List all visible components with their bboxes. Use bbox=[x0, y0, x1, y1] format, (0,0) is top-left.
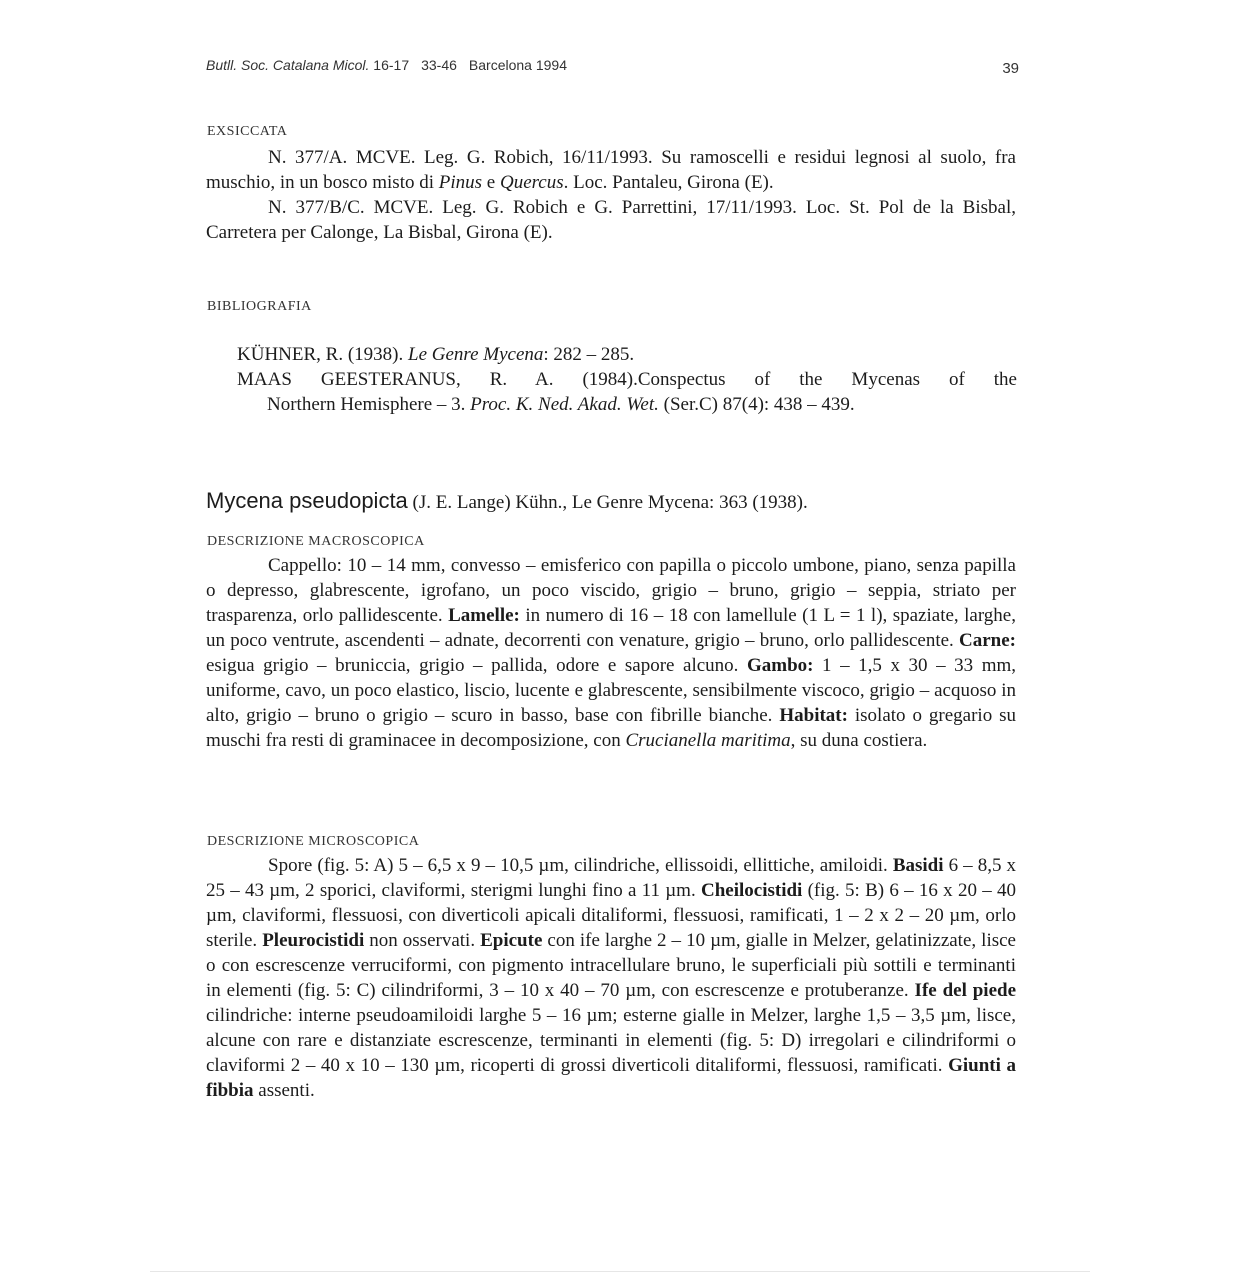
species-title bbox=[206, 488, 808, 514]
journal-place-year: Barcelona 1994 bbox=[468, 57, 567, 73]
reference-maas-line-1: MAAS GEESTERANUS, R. A. (1984).Conspectus of the Mycenas of the bbox=[237, 369, 1017, 390]
micro-heading: DESCRIZIONE MICROSCOPICA bbox=[207, 834, 420, 849]
journal-pages: 33-46 bbox=[421, 57, 457, 73]
bibliography-list bbox=[237, 342, 1017, 417]
journal-volume: 16-17 bbox=[373, 57, 410, 73]
page-number: 39 bbox=[1002, 60, 1019, 77]
genus-quercus: Quercus bbox=[499, 172, 564, 193]
journal-name: Butll. Soc. Catalana Micol. bbox=[206, 57, 370, 73]
exsiccata-entry-1: N. 377/A. MCVE. Leg. G. Robich, 16/11/1993. Su ramoscelli e residui legnosi al suolo, fra muschio, in un bosco misto di Pinus e Quercus. Loc. Pantaleu, Girona (E). bbox=[206, 147, 1016, 193]
exsiccata-heading: EXSICCATA bbox=[207, 124, 288, 139]
bibliografia-heading: BIBLIOGRAFIA bbox=[207, 299, 312, 314]
micro-description: Spore (fig. 5: A) 5 – 6,5 x 9 – 10,5 µm, cilindriche, ellissoidi, ellittiche, amiloidi. Basidi 6 – 8,5 x 25 – 43 µm, 2 sporici, claviformi, sterigmi lunghi fino a 11 µm. Cheilocistidi (fig. 5: B) 6 – 16 x 20 – 40 µm, claviformi, flessuosi, con diverticoli apicali ditaliformi, flessuosi, ramificati, 1 – 2 x 2 – 20 µm, orlo sterile. Pleurocistidi non osservati. Epicute con ife larghe 2 – 10 µm, gialle in Melzer, gelatinizzate, lisce o con escrescenze verruciformi, con pigmento intracellulare bruno, le superficiali più sottili e terminanti in elementi (fig. 5: C) cilindriformi, 3 – 10 x 40 – 70 µm, con escrescenze e protuberanze. Ife del piede cilindriche: interne pseudoamiloidi larghe 5 – 16 µm; esterne gialle in Melzer, larghe 1,5 – 3,5 µm, lisce, alcune con rare e distanziate escrescenze, terminanti in elementi (fig. 5: D) irregolari e cilindriformi o claviformi 2 – 40 x 10 – 130 µm, ricoperti di grossi diverticoli ditaliformi, flessuosi, ramificati. Giunti a fibbia assenti. bbox=[206, 855, 1017, 1101]
reference-kuhner: KÜHNER, R. (1938). Le Genre Mycena: 282 – 285. bbox=[237, 344, 635, 365]
page-edge-line bbox=[150, 1271, 1090, 1272]
exsiccata-entry-2: N. 377/B/C. MCVE. Leg. G. Robich e G. Parrettini, 17/11/1993. Loc. St. Pol de la Bisbal, Carretera per Calonge, La Bisbal, Girona (E). bbox=[206, 197, 1016, 243]
macro-heading: DESCRIZIONE MACROSCOPICA bbox=[207, 534, 425, 549]
species-crucianella: Crucianella maritima bbox=[625, 730, 791, 751]
species-name: Mycena pseudopicta bbox=[206, 488, 408, 513]
species-authority: (J. E. Lange) Kühn., Le Genre Mycena: 363 (1938). bbox=[407, 492, 808, 513]
reference-maas-line-2: Northern Hemisphere – 3. Proc. K. Ned. Akad. Wet. (Ser.C) 87(4): 438 – 439. bbox=[267, 394, 855, 415]
genus-pinus: Pinus bbox=[438, 172, 483, 193]
macro-description: Cappello: 10 – 14 mm, convesso – emisferico con papilla o piccolo umbone, piano, senza papilla o depresso, glabrescente, igrofano, un poco viscido, grigio – bruno, grigio – seppia, striato per trasparenza, orlo pallidescente. Lamelle: in numero di 16 – 18 con lamellule (1 L = 1 l), spaziate, larghe, un poco ventrute, ascendenti – adnate, decorrenti con venature, grigio – bruno, orlo pallidescente. Carne: esigua grigio – bruniccia, grigio – pallida, odore e sapore alcuno. Gambo: 1 – 1,5 x 30 – 33 mm, uniforme, cavo, un poco elastico, liscio, lucente e glabrescente, sensibilmente viscoco, grigio – acquoso in alto, grigio – bruno o grigio – scuro in basso, base con fibrille bianche. Habitat: isolato o gregario su muschi fra resti di graminacee in decomposizione, con Crucianella maritima, su duna costiera. bbox=[206, 555, 1017, 751]
running-head bbox=[206, 57, 567, 73]
exsiccata-section bbox=[206, 145, 1016, 245]
